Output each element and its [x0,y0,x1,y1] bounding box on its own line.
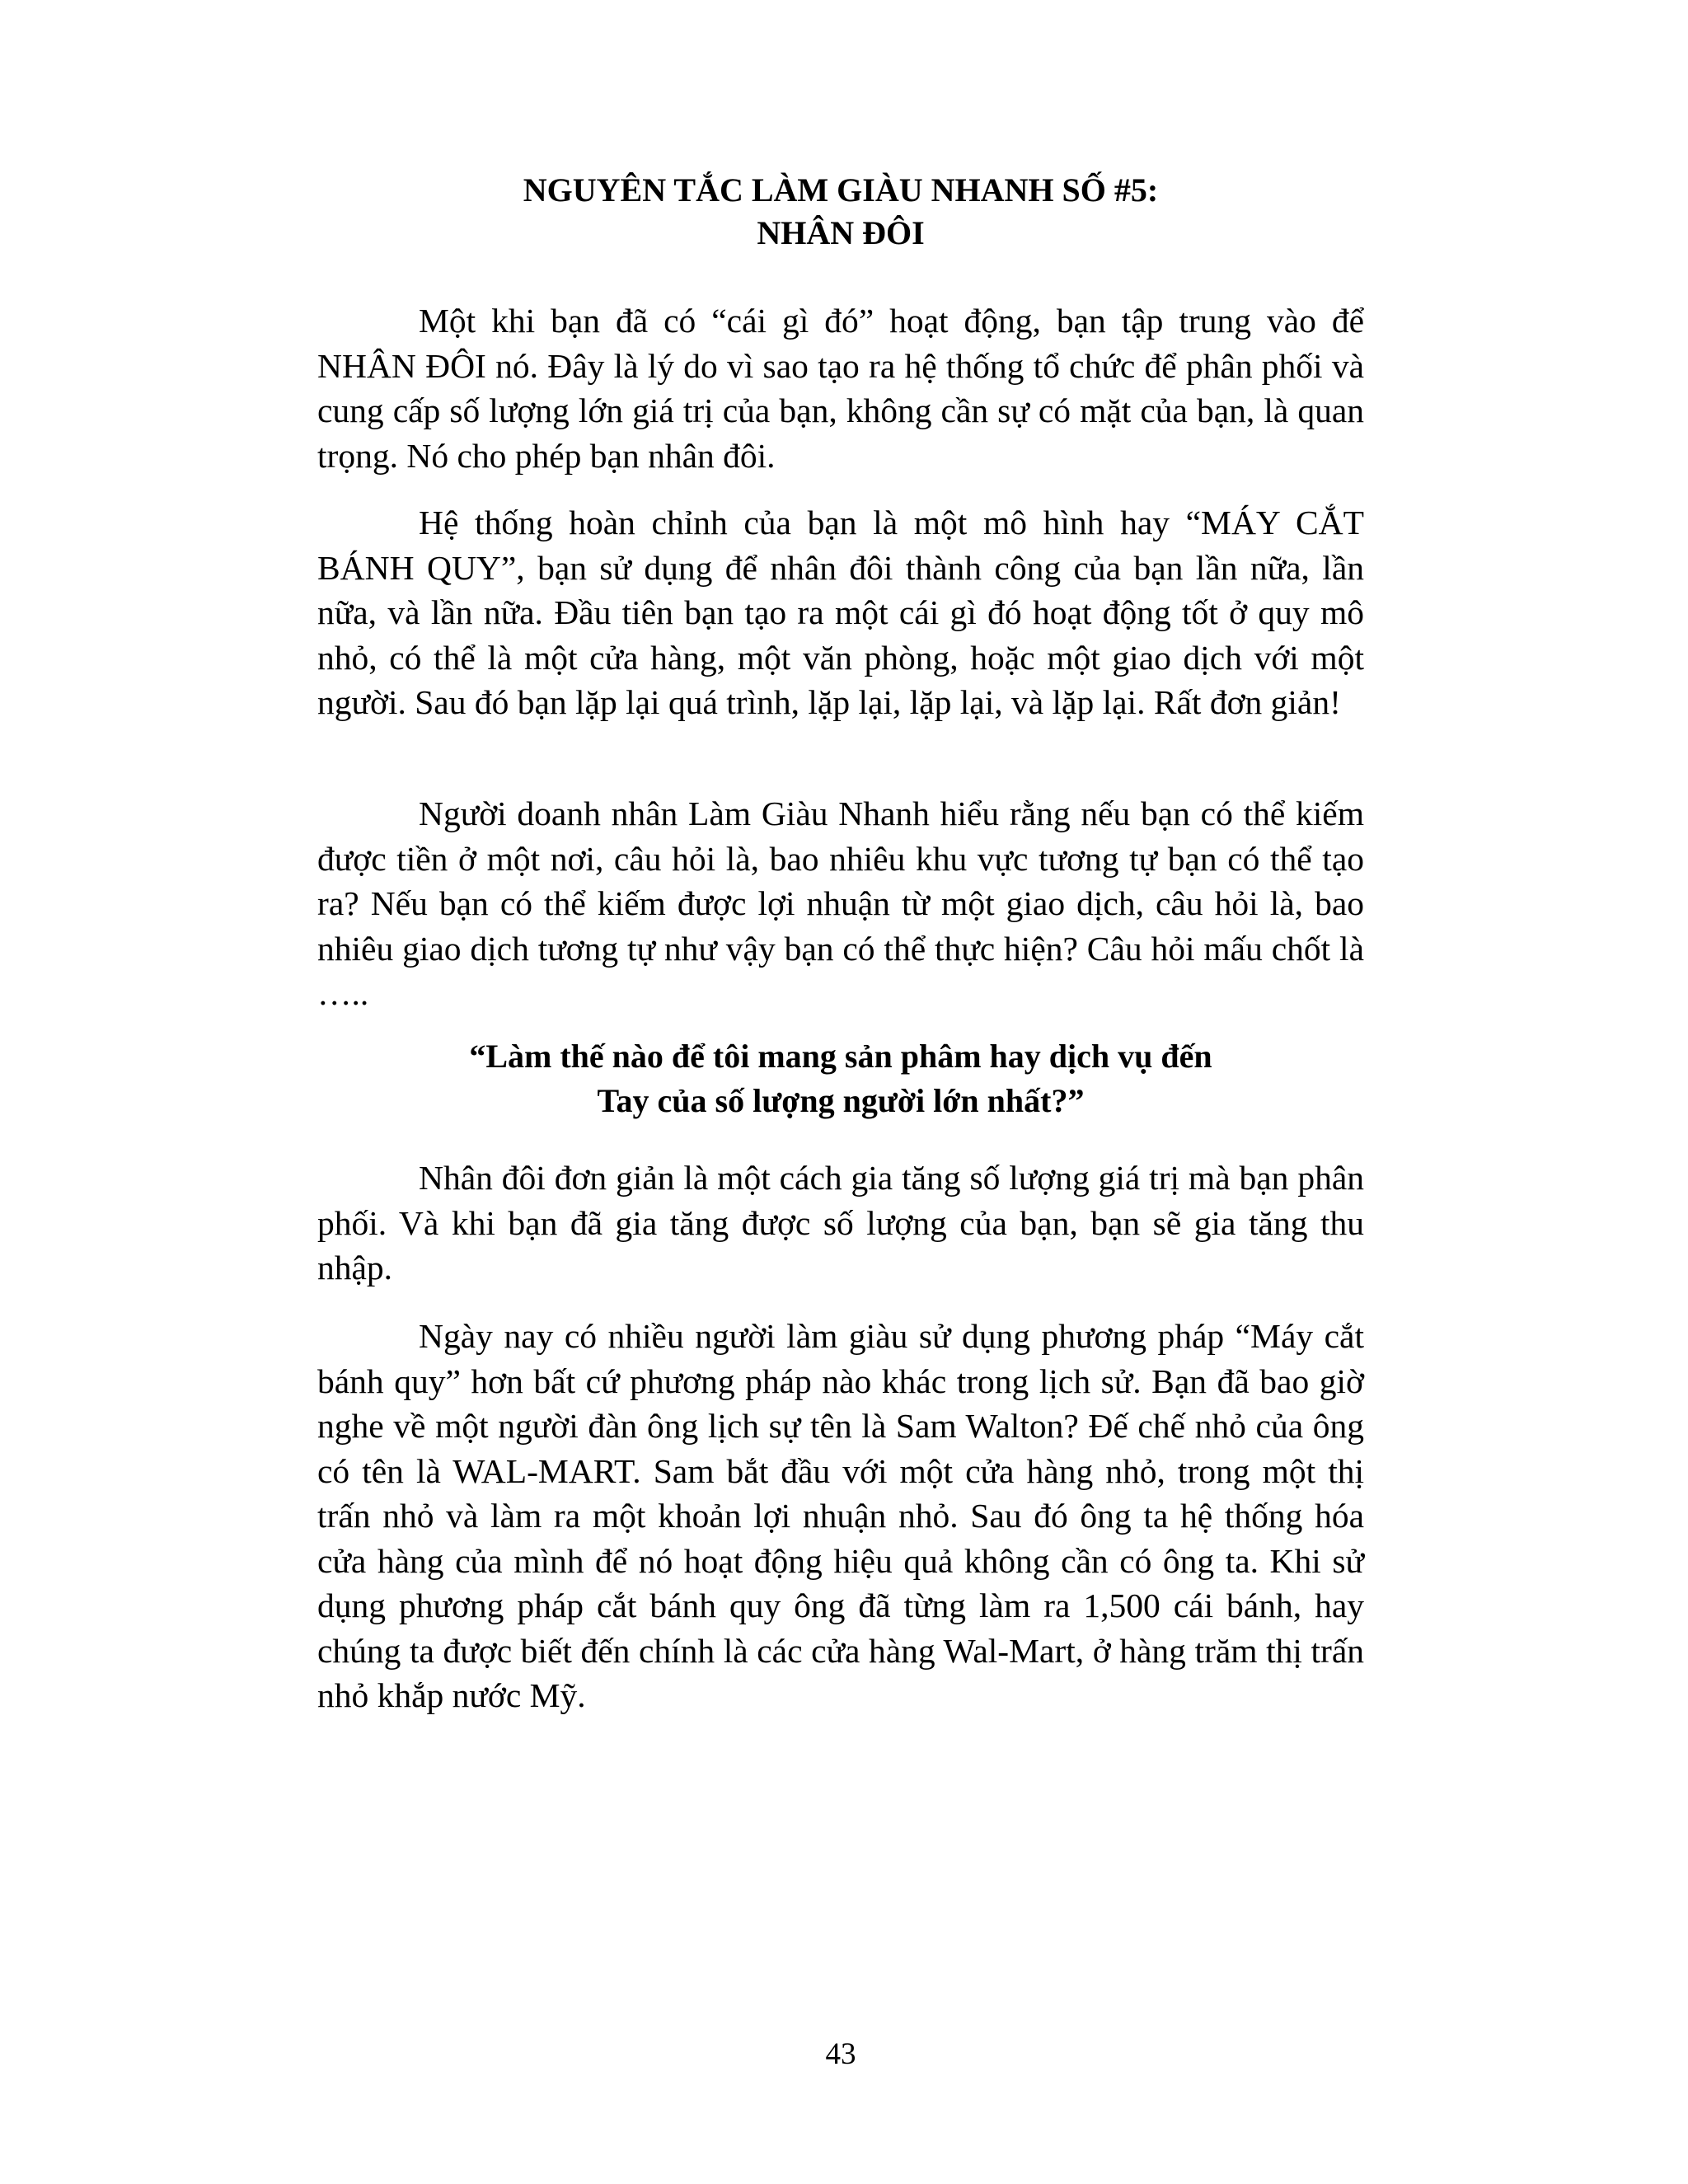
paragraph-5: Ngày nay có nhiều người làm giàu sử dụng phương pháp “Máy cắt bánh quy” hơn bất cứ phương pháp nào khác trong lịch sử. Bạn đã bao giờ nghe về một người đàn ông lịch sự tên là Sam Walton? Đế chế nhỏ của ông có tên là WAL-MART. Sam bắt đầu với một cửa hàng nhỏ, trong một thị trấn nhỏ và làm ra một khoản lợi nhuận nhỏ. Sau đó ông ta hệ thống hóa cửa hàng của mình để nó hoạt động hiệu quả không cần có ông ta. Khi sử dụng phương pháp cắt bánh quy ông đã từng làm ra 1,500 cái bánh, hay chúng ta được biết đến chính là các cửa hàng Wal-Mart, ở hàng trăm thị trấn nhỏ khắp nước Mỹ. [317,1317,1364,1714]
chapter-heading [317,169,1364,255]
pull-quote [317,1034,1364,1123]
quote-line-2: Tay của số lượng người lớn nhất?” [597,1082,1085,1119]
heading-line-2: NHÂN ĐÔI [757,214,925,251]
paragraph-1: Một khi bạn đã có “cái gì đó” hoạt động, bạn tập trung vào để NHÂN ĐÔI nó. Đây là lý do vì sao tạo ra hệ thống tổ chức để phân phối và cung cấp số lượng lớn giá trị của bạn, không cần sự có mặt của bạn, là quan trọng. Nó cho phép bạn nhân đôi. [317,302,1364,475]
paragraph-3: Người doanh nhân Làm Giàu Nhanh hiểu rằng nếu bạn có thể kiếm được tiền ở một nơi, câu hỏi là, bao nhiêu khu vực tương tự bạn có thể tạo ra? Nếu bạn có thể kiếm được lợi nhuận từ một giao dịch, câu hỏi là, bao nhiêu giao dịch tương tự như vậy bạn có thể thực hiện? Câu hỏi mấu chốt là ….. [317,794,1364,1012]
page-number: 43 [825,2037,856,2071]
paragraph-4: Nhân đôi đơn giản là một cách gia tăng số lượng giá trị mà bạn phân phối. Và khi bạn đã gia tăng được số lượng của bạn, bạn sẽ gia tăng thu nhập. [317,1159,1364,1286]
quote-line-1: “Làm thế nào để tôi mang sản phâm hay dịch vụ đến [469,1038,1212,1075]
heading-line-1: NGUYÊN TẮC LÀM GIÀU NHANH SỐ #5: [523,171,1159,209]
paragraph-2: Hệ thống hoàn chỉnh của bạn là một mô hình hay “MÁY CẮT BÁNH QUY”, bạn sử dụng để nhân đôi thành công của bạn lần nữa, lần nữa, và lần nữa. Đầu tiên bạn tạo ra một cái gì đó hoạt động tốt ở quy mô nhỏ, có thể là một cửa hàng, một văn phòng, hoặc một giao dịch với một người. Sau đó bạn lặp lại quá trình, lặp lại, lặp lại, và lặp lại. Rất đơn giản! [317,504,1364,721]
